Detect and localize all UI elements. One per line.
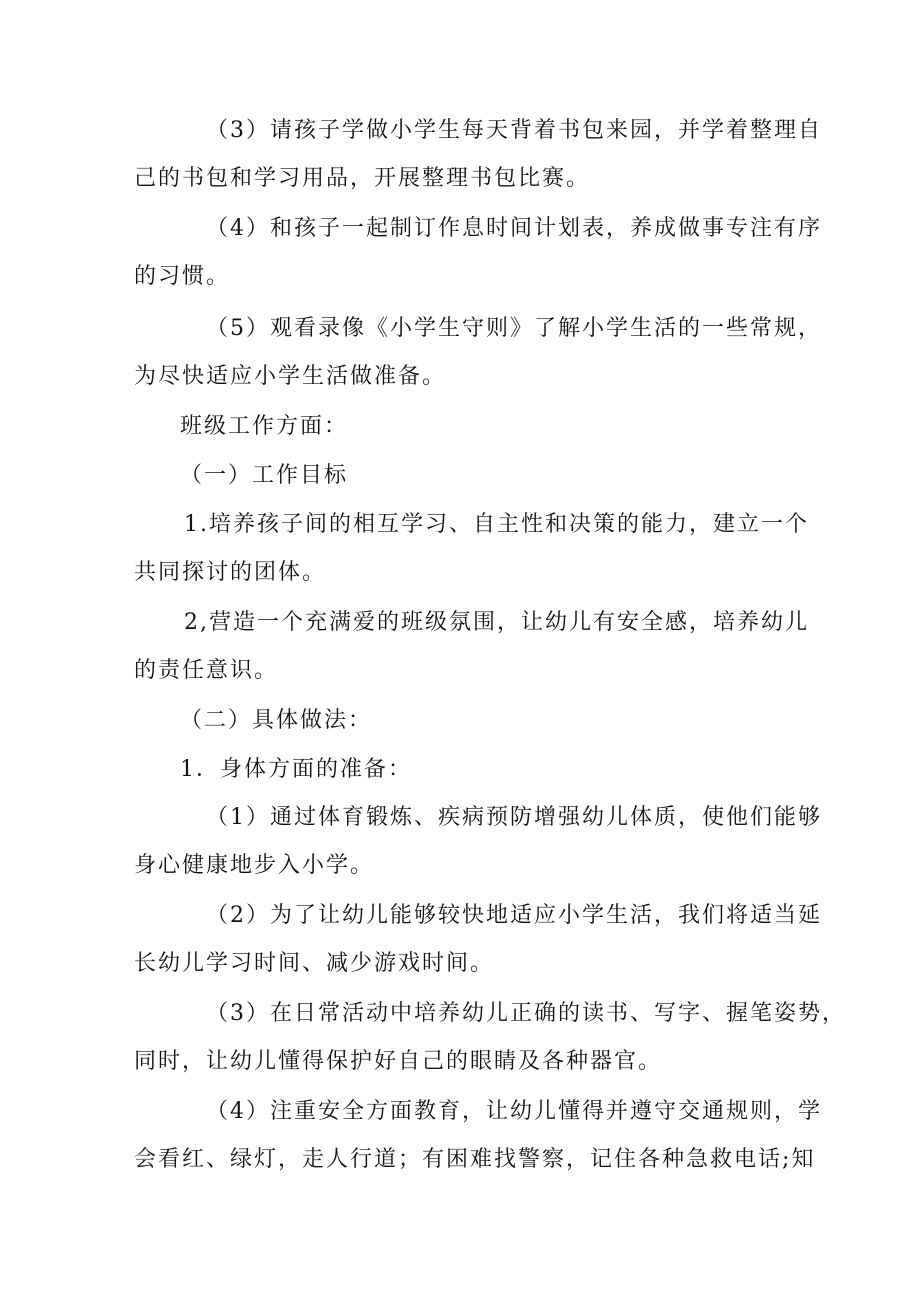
goal-item-1 <box>134 501 809 597</box>
section-heading-class-work <box>134 403 794 451</box>
paragraph-line: （2）为了让幼儿能够较快地适应小学生活，我们将适当延 <box>206 903 822 928</box>
paragraph-line: 为尽快适应小学生活做准备。 <box>134 364 447 389</box>
paragraph-line: （4）和孩子一起制订作息时间计划表，养成做事专注有序 <box>206 216 822 241</box>
subsection-heading-body-prep <box>134 746 794 794</box>
body-prep-item-1 <box>134 794 822 890</box>
heading-text: （一）工作目标 <box>180 463 349 488</box>
body-prep-item-2 <box>134 892 822 988</box>
paragraph-line: 1.培养孩子间的相互学习、自主性和决策的能力，建立一个 <box>184 512 809 537</box>
heading-text: 1．身体方面的准备： <box>180 757 412 782</box>
paragraph-line: 长幼儿学习时间、减少游戏时间。 <box>134 951 495 976</box>
section-heading-methods <box>134 697 794 745</box>
paragraph-line: 的习惯。 <box>134 264 231 289</box>
section-heading-goals <box>134 452 794 500</box>
paragraph-line: 己的书包和学习用品，开展整理书包比赛。 <box>134 166 591 191</box>
heading-text: （二）具体做法： <box>180 708 373 733</box>
body-prep-item-4 <box>134 1088 822 1184</box>
paragraph-line: 同时，让幼儿懂得保护好自己的眼睛及各种器官。 <box>134 1049 663 1074</box>
paragraph-line: （4）注重安全方面教育，让幼儿懂得并遵守交通规则，学 <box>206 1099 822 1124</box>
paragraph-line: （3）请孩子学做小学生每天背着书包来园，并学着整理自 <box>206 118 822 143</box>
paragraph-line: （3）在日常活动中培养幼儿正确的读书、写字、握笔姿势， <box>206 1001 846 1026</box>
paragraph-item-4 <box>134 205 822 301</box>
paragraph-line: 会看红、绿灯，走人行道；有困难找警察，记住各种急救电话;知 <box>134 1147 816 1172</box>
body-prep-item-3 <box>134 990 846 1086</box>
paragraph-line: （5）观看录像《小学生守则》了解小学生活的一些常规， <box>206 316 822 341</box>
paragraph-line: 的责任意识。 <box>134 658 279 683</box>
paragraph-item-3 <box>134 107 822 203</box>
paragraph-line: 2,营造一个充满爱的班级氛围，让幼儿有安全感，培养幼儿 <box>184 610 809 635</box>
paragraph-line: （1）通过体育锻炼、疾病预防增强幼儿体质，使他们能够 <box>206 805 822 830</box>
paragraph-item-5 <box>134 305 822 401</box>
goal-item-2 <box>134 599 809 695</box>
heading-text: 班级工作方面： <box>180 414 349 439</box>
paragraph-line: 身心健康地步入小学。 <box>134 853 375 878</box>
paragraph-line: 共同探讨的团体。 <box>134 560 327 585</box>
